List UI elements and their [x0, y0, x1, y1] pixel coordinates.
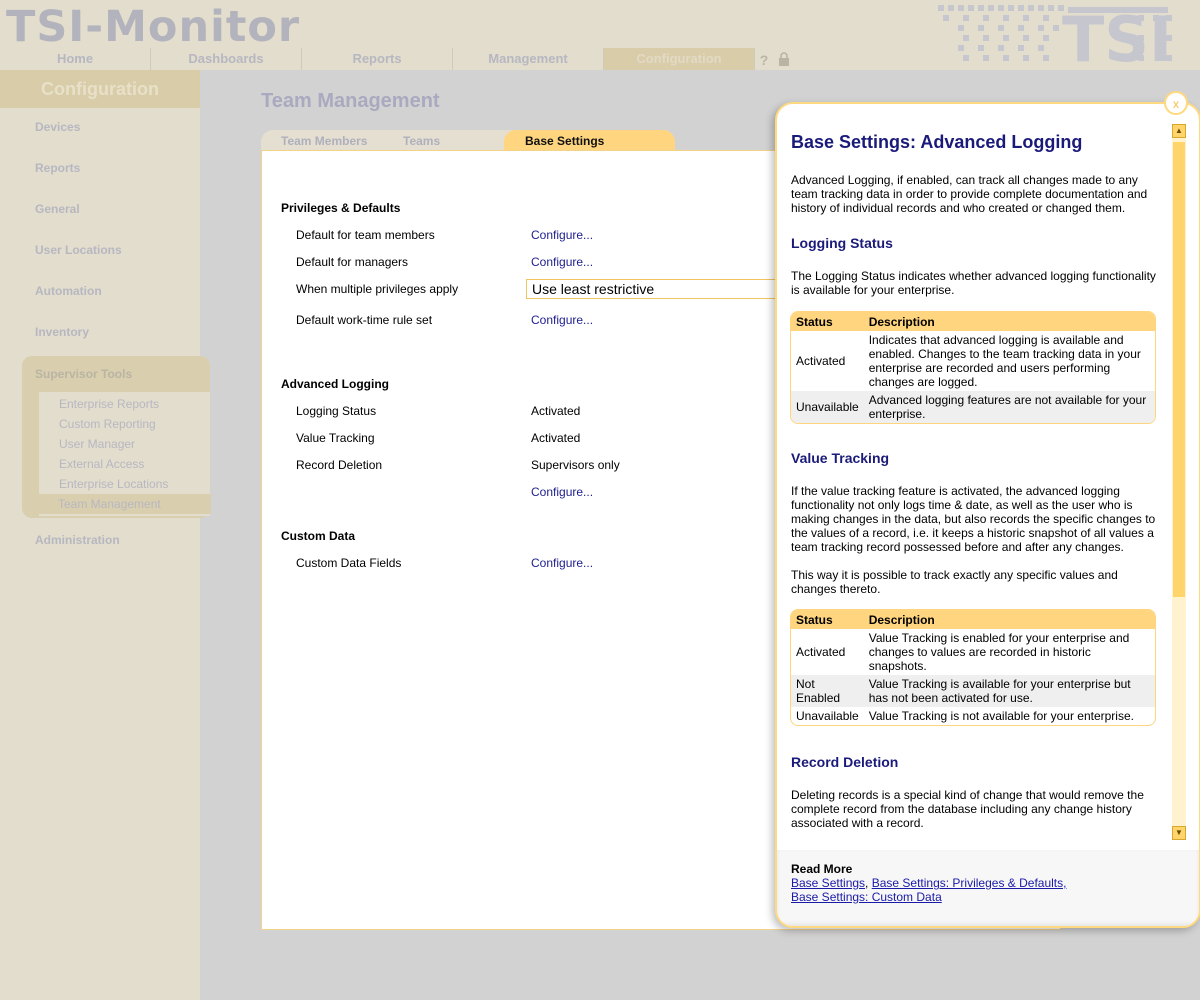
- sidebar-subitems: [39, 392, 210, 516]
- configure-custom-data-link[interactable]: Configure...: [531, 556, 594, 570]
- sidebar-header: Configuration: [0, 70, 200, 108]
- scrollbar-thumb[interactable]: [1173, 142, 1185, 597]
- scroll-down-icon[interactable]: ▼: [1172, 826, 1186, 840]
- tab-teams[interactable]: Teams: [403, 134, 441, 148]
- privilege-rule-select[interactable]: Use least restrictive: [526, 279, 776, 299]
- table-header: Description: [864, 312, 1155, 331]
- link-privileges-defaults[interactable]: Base Settings: Privileges & Defaults,: [871, 876, 1067, 890]
- sidebar-sub-enterprise-locations[interactable]: Enterprise Locations: [59, 477, 169, 491]
- read-more-title: Read More: [791, 862, 853, 876]
- help-record-deletion-text: Deleting records is a special kind of change that would remove the complete record from the database including any change history associated with a record.: [791, 788, 1144, 830]
- configure-logging-link[interactable]: Configure...: [531, 485, 594, 499]
- nav-icons: [756, 52, 792, 68]
- help-logging-status-title: Logging Status: [791, 235, 893, 251]
- tab-base-settings[interactable]: Base Settings: [504, 130, 675, 151]
- section-custom-title: Custom Data: [281, 529, 356, 543]
- configure-managers-link[interactable]: Configure...: [531, 255, 594, 269]
- table-row: Unavailable Value Tracking is not available for your enterprise.: [796, 709, 1134, 723]
- value-tracking-table: [790, 609, 1156, 726]
- read-more-footer: [777, 850, 1199, 926]
- app-header: [0, 0, 1200, 70]
- nav-configuration[interactable]: Configuration: [604, 48, 755, 70]
- configure-team-members-link[interactable]: Configure...: [531, 228, 594, 242]
- help-logging-status-text: The Logging Status indicates whether advanced logging functionality is available for your enterprise.: [791, 269, 1156, 297]
- help-value-tracking-text2: This way it is possible to track exactly any specific values and changes thereto.: [791, 568, 1118, 596]
- row-label: Default for team members: [296, 228, 435, 242]
- section-logging-title: Advanced Logging: [281, 377, 389, 391]
- sidebar-sub-team-management[interactable]: Team Management: [39, 494, 211, 514]
- help-intro: Advanced Logging, if enabled, can track all changes made to any team tracking data in order to provide complete documentation and history of individual records and who created or changed them.: [791, 173, 1148, 215]
- logging-status-table: [790, 311, 1156, 424]
- nav-home[interactable]: Home: [0, 48, 151, 70]
- link-custom-data[interactable]: Base Settings: Custom Data: [791, 890, 942, 904]
- app-title: TSI-Monitor: [6, 2, 301, 52]
- read-more-links: Base Settings, Base Settings: Privileges & Defaults, Base Settings: Custom Data: [791, 876, 1067, 904]
- sidebar-group-title[interactable]: Supervisor Tools: [35, 367, 133, 381]
- sidebar-item-automation[interactable]: Automation: [35, 284, 102, 298]
- sidebar-item-administration[interactable]: Administration: [35, 533, 120, 547]
- table-header: Description: [864, 610, 1155, 629]
- close-icon[interactable]: x: [1164, 91, 1188, 115]
- value-tracking-value: Activated: [531, 431, 581, 445]
- sidebar-item-reports[interactable]: Reports: [35, 161, 81, 175]
- row-label: Default work-time rule set: [296, 313, 433, 327]
- sidebar-group-supervisor-tools: [22, 356, 210, 518]
- help-title: Base Settings: Advanced Logging: [791, 132, 1083, 152]
- sidebar-sub-user-manager[interactable]: User Manager: [59, 437, 136, 451]
- sidebar-sub-custom-reporting[interactable]: Custom Reporting: [59, 417, 156, 431]
- help-value-tracking-title: Value Tracking: [791, 450, 890, 466]
- logging-status-value: Activated: [531, 404, 581, 418]
- table-header: Status: [791, 610, 864, 629]
- sidebar: [0, 70, 200, 1000]
- nav-management[interactable]: Management: [453, 48, 604, 70]
- sidebar-sub-enterprise-reports[interactable]: Enterprise Reports: [59, 397, 160, 411]
- main-nav: [0, 48, 755, 70]
- row-label: Logging Status: [296, 404, 377, 418]
- nav-dashboards[interactable]: Dashboards: [151, 48, 302, 70]
- help-value-tracking-text: If the value tracking feature is activated, the advanced logging functionality not only logs time & date, as well as the user who is making changes in the data, but also records the specific changes to the values of a record, i.e. it keeps a historic snapshot of all values a team tracking record possessed before and after any changes.: [791, 484, 1156, 554]
- help-icon[interactable]: ?: [759, 52, 769, 68]
- scroll-up-icon[interactable]: ▲: [1172, 124, 1186, 138]
- sidebar-item-general[interactable]: General: [35, 202, 80, 216]
- table-row: Not Enabled Value Tracking is available for your enterprise but has not been activated for use.: [791, 675, 1155, 707]
- row-label: When multiple privileges apply: [296, 282, 459, 296]
- nav-reports[interactable]: Reports: [302, 48, 453, 70]
- configure-work-time-link[interactable]: Configure...: [531, 313, 594, 327]
- section-privileges-title: Privileges & Defaults: [281, 201, 401, 215]
- logo-text: TSI: [1062, 5, 1173, 65]
- help-content[interactable]: [777, 104, 1171, 850]
- row-label: Custom Data Fields: [296, 556, 402, 570]
- table-row: Unavailable Advanced logging features are not available for your enterprise.: [791, 391, 1155, 423]
- help-panel: [775, 102, 1200, 928]
- page-title: Team Management: [261, 90, 440, 112]
- tab-team-members[interactable]: Team Members: [281, 134, 368, 148]
- help-record-deletion-title: Record Deletion: [791, 754, 899, 770]
- row-label: Record Deletion: [296, 458, 383, 472]
- sidebar-item-user-locations[interactable]: User Locations: [35, 243, 122, 257]
- tsi-logo: [938, 5, 1178, 65]
- record-deletion-value: Supervisors only: [531, 458, 620, 472]
- help-scrollbar[interactable]: [1172, 124, 1186, 840]
- sidebar-sub-external-access[interactable]: External Access: [59, 457, 145, 471]
- link-base-settings[interactable]: Base Settings: [791, 876, 866, 890]
- table-row: Activated Indicates that advanced logging is available and enabled. Changes to the team tracking data in your enterprise are recorded and users performing changes are logged.: [796, 333, 1141, 389]
- row-label: Default for managers: [296, 255, 409, 269]
- table-header: Status: [791, 312, 864, 331]
- tab-bar: [261, 130, 675, 151]
- table-row: Activated Value Tracking is enabled for your enterprise and changes to values are recorded in historic snapshots.: [796, 631, 1130, 673]
- sidebar-item-devices[interactable]: Devices: [35, 120, 81, 134]
- sidebar-item-inventory[interactable]: Inventory: [35, 325, 90, 339]
- row-label: Value Tracking: [296, 431, 375, 445]
- lock-icon[interactable]: [776, 52, 792, 68]
